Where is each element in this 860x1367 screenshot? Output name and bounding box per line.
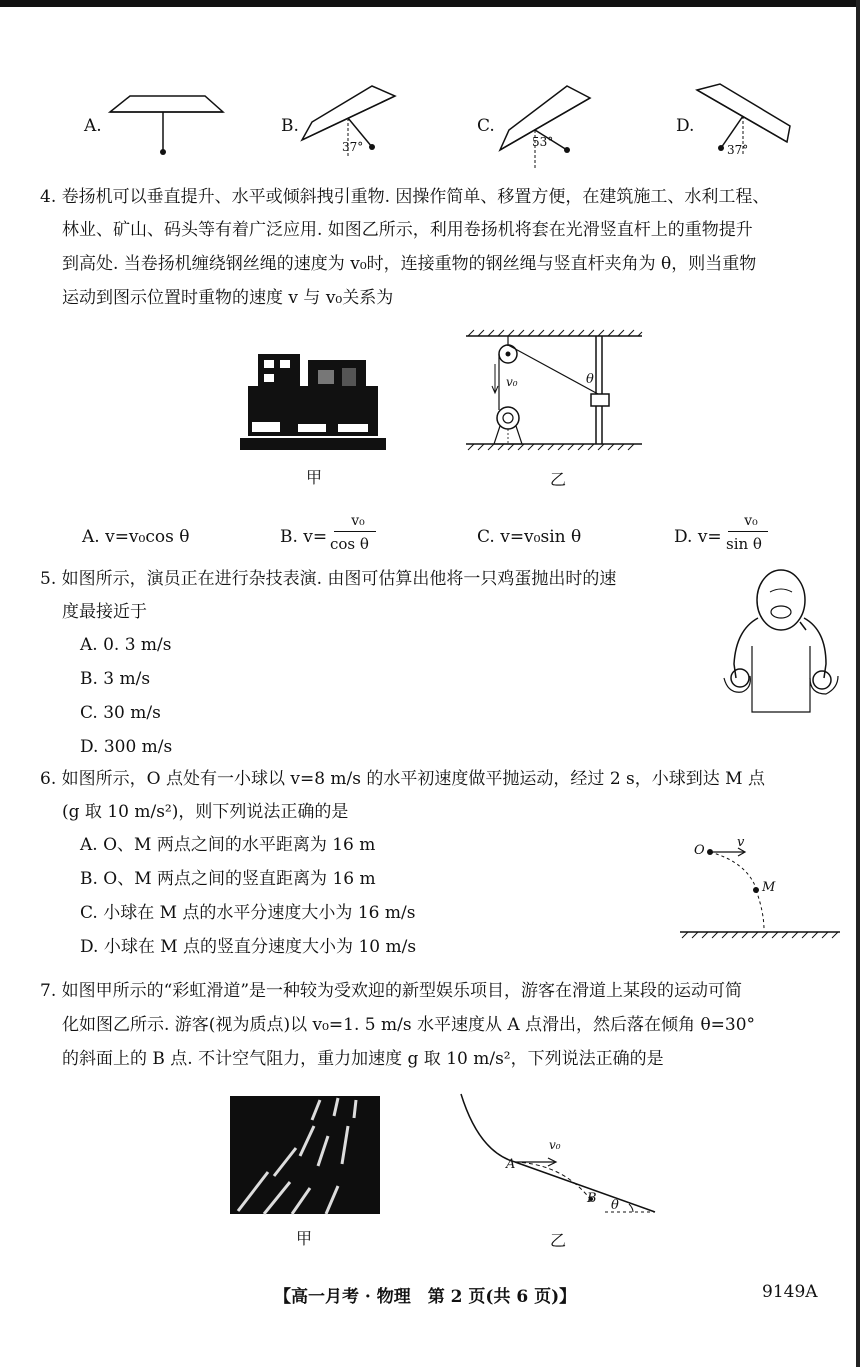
q4-fig-yi-caption: 乙 [550,470,567,489]
q7-line-1: 7. 如图甲所示的“彩虹滑道”是一种较为受欢迎的新型娱乐项目，游客在滑道上某段的运动可简 [40,981,743,1001]
top-border [0,0,860,7]
q7-fig-theta: θ [611,1198,619,1213]
q7-fig-a: A [506,1157,516,1172]
q4-option-d-denominator: sin θ [726,535,762,553]
q4-line-1: 4. 卷扬机可以垂直提升、水平或倾斜拽引重物. 因操作简单、移置方便，在建筑施工、水利工程、 [40,187,770,207]
q4-fig-v0: v₀ [506,375,518,389]
q6-option-d: D. 小球在 M 点的竖直分速度大小为 10 m/s [80,937,417,957]
q7-fig-jia-caption: 甲 [296,1229,313,1248]
umbrella-d-angle: 37° [727,143,749,157]
q6-option-c: C. 小球在 M 点的水平分速度大小为 16 m/s [80,903,416,923]
q7-line-2: 化如图乙所示. 游客(视为质点)以 v₀=1. 5 m/s 水平速度从 A 点滑出，然后落在倾角 θ=30° [62,1015,756,1035]
umbrella-b-angle: 37° [342,140,364,154]
q5-option-a: A. 0. 3 m/s [80,635,172,655]
umbrella-option-b-label: B. [281,116,299,136]
right-border [856,0,860,1367]
q4-option-d-fraction-bar [728,531,768,532]
q6-fig-o: O [694,843,705,858]
q4-option-b-numerator: v₀ [351,513,365,529]
q4-line-3: 到高处. 当卷扬机缠绕钢丝绳的速度为 v₀时，连接重物的钢丝绳与竖直杆夹角为 θ，则当重物 [62,254,757,274]
umbrella-option-d-label: D. [676,116,695,136]
q6-fig-v: v [737,835,745,850]
juggler-figure [718,566,844,722]
q6-fig-m: M [762,880,776,895]
q6-option-a: A. O、M 两点之间的水平距离为 16 m [80,835,376,855]
q5-option-d: D. 300 m/s [80,737,173,757]
q6-line-2: (g 取 10 m/s²)，则下列说法正确的是 [62,802,349,822]
q4-option-c: C. v=v₀sin θ [477,527,582,547]
winch-photo [238,346,388,454]
q6-option-b: B. O、M 两点之间的竖直距离为 16 m [80,869,376,889]
q5-line-2: 度最接近于 [62,602,147,622]
umbrella-c-figure [495,82,615,172]
rainbow-slide-photo [230,1096,380,1214]
page-code: 9149A [762,1282,818,1302]
q4-option-b-fraction-bar [334,531,376,532]
umbrella-option-c-label: C. [477,116,495,136]
umbrella-b-figure [300,82,420,167]
q4-line-2: 林业、矿山、码头等有着广泛应用. 如图乙所示，利用卷扬机将套在光滑竖直杆上的重物提升 [62,220,753,240]
umbrella-c-angle: 53° [532,135,554,149]
q5-option-c: C. 30 m/s [80,703,161,723]
umbrella-a-figure [105,92,235,164]
q4-option-a: A. v=v₀cos θ [82,527,190,547]
q7-line-3: 的斜面上的 B 点. 不计空气阻力，重力加速度 g 取 10 m/s²，下列说法正确的是 [62,1049,664,1069]
q4-fig-theta: θ [586,372,594,387]
q5-line-1: 5. 如图所示，演员正在进行杂技表演. 由图可估算出他将一只鸡蛋抛出时的速 [40,569,617,589]
q4-fig-jia-caption: 甲 [306,468,323,487]
page-footer: 【高一月考 · 物理 第 2 页(共 6 页)】 [274,1287,577,1307]
q5-option-b: B. 3 m/s [80,669,151,689]
q4-option-d-numerator: v₀ [744,513,758,529]
q4-option-b-denominator: cos θ [330,535,369,553]
umbrella-option-a-label: A. [84,116,102,136]
umbrella-d-figure [695,82,805,167]
q4-option-b-prefix: B. v= [280,527,328,547]
q7-fig-yi-caption: 乙 [550,1231,567,1250]
q7-fig-b: B [587,1191,597,1206]
q7-fig-v0: v₀ [549,1138,561,1152]
pulley-diagram [462,330,647,455]
slide-incline-diagram [455,1092,660,1222]
q4-line-4: 运动到图示位置时重物的速度 v 与 v₀关系为 [62,288,394,308]
q6-line-1: 6. 如图所示，O 点处有一小球以 v=8 m/s 的水平初速度做平抛运动，经过 2 s，小球到达 M 点 [40,769,765,789]
q4-option-d-prefix: D. v= [674,527,722,547]
